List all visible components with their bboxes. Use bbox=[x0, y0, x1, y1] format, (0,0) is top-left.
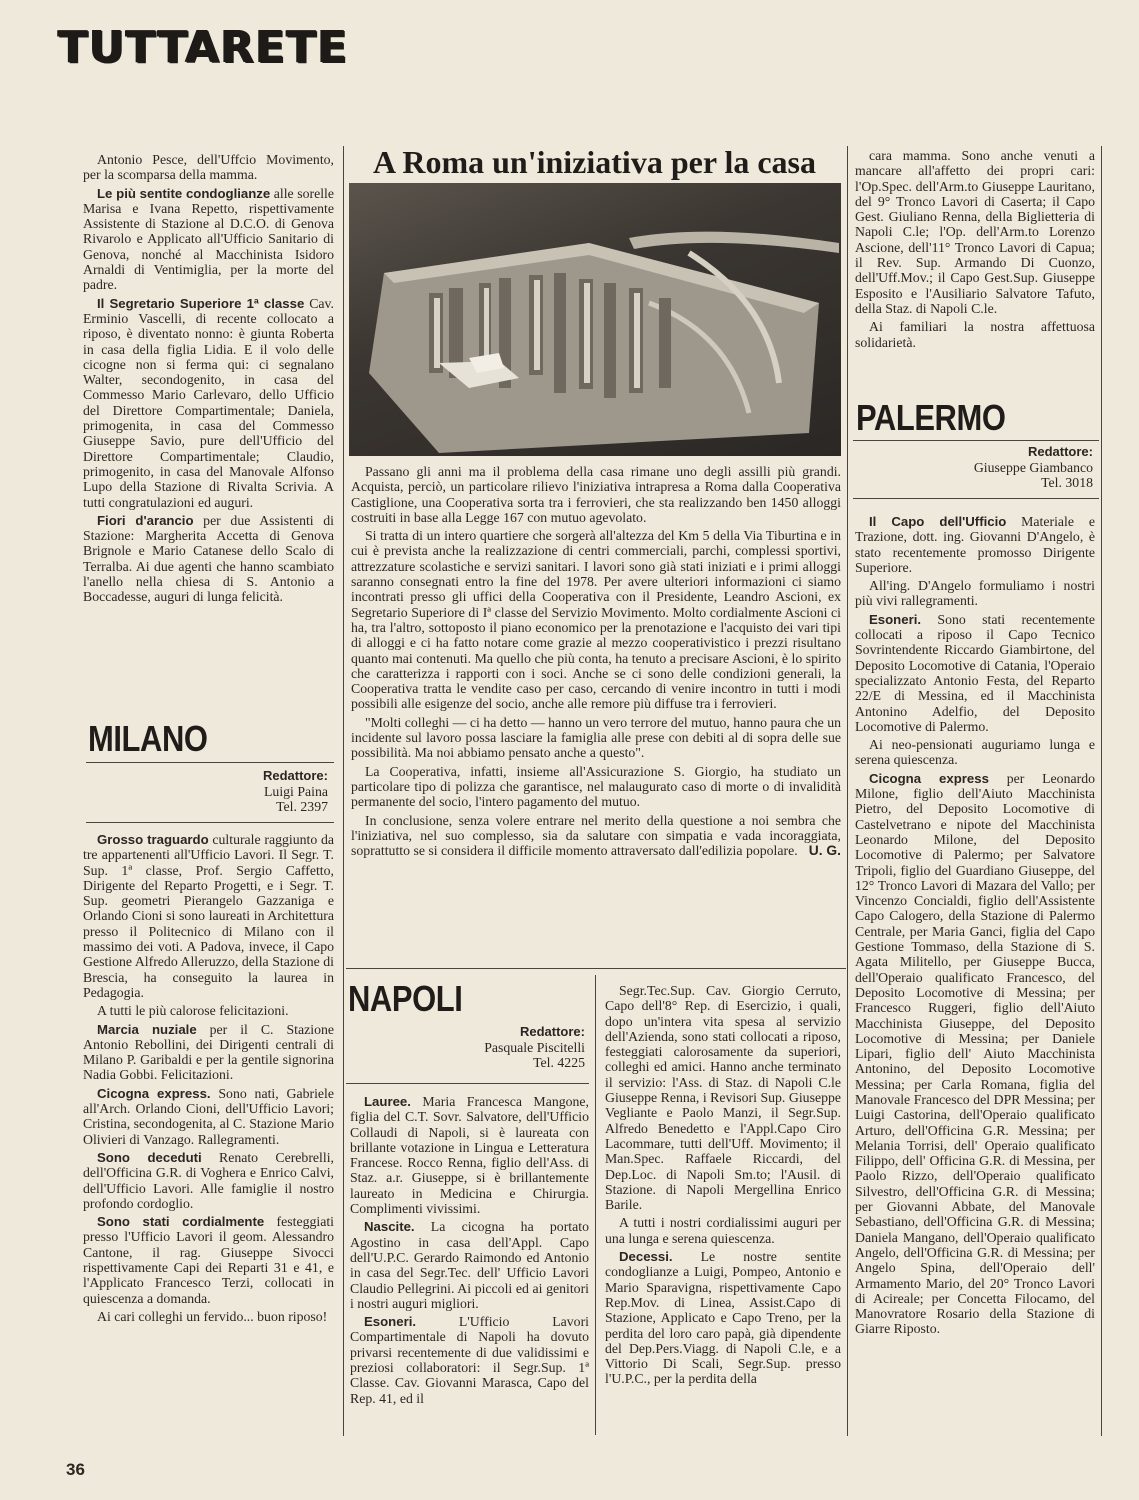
paragraph-text: Segr.Tec.Sup. Cav. Giorgio Cerruto, Capo dell'8° Rep. di Esercizio, i quali, dopo un'intera vita spesa al servizio dell'Azienda, sono stati collocati a riposo, festeggiati calorosamente da superiori, colleghi ed amici. Hanno anche terminato il servizio: l'Ass. di Staz. di Napoli C.le Giuseppe Renna, i Revisori Sup. Giuseppe Vegliante e Paolo Manzi, il Segr.Sup. Alfredo Benedetto e l'Appl.Capo Ciro Lacommare, tutti dell'Uff. Movimento; il Man.Spec. Raffaele Riccardi, del Dep.Loc. di Napoli Sm.to; l'Ausil. di Stazione. di Napoli Mergellina Enrico Barile. bbox=[605, 983, 841, 1213]
palermo-text bbox=[855, 514, 1095, 1337]
paragraph-text: per il C. Stazione Antonio Rebollini, dei Dirigenti centrali di Milano P. Garibaldi e per la gentile signorina Nadia Gobbi. Felicitazioni. bbox=[83, 1021, 334, 1083]
napoli-right-paragraphs bbox=[605, 983, 841, 1387]
milano-paragraphs bbox=[83, 832, 334, 1324]
column-rule bbox=[343, 146, 344, 1436]
paragraph-text: Renato Cerebrelli, dell'Officina G.R. di Voghera e Enrico Calvi, dell'Ufficio Lavori. Alle famiglie il nostro profondo cordoglio. bbox=[83, 1149, 334, 1211]
paragraph bbox=[83, 1003, 334, 1018]
paragraph bbox=[83, 1150, 334, 1211]
paragraph-lead: Il Segretario Superiore 1ª classe bbox=[97, 295, 305, 311]
column-rule bbox=[1101, 146, 1102, 1436]
col4-top-text bbox=[855, 148, 1095, 350]
paragraph-text: Sono nati, Gabriele all'Arch. Orlando Cioni, dell'Ufficio Lavori; Cristina, secondogenita, al C. Stazione Mario Olivieri di Vanzago. Rallegramenti. bbox=[83, 1085, 334, 1147]
milano-text bbox=[83, 832, 334, 1324]
paragraph-lead: Sono stati cordialmente bbox=[97, 1214, 265, 1230]
paragraph bbox=[855, 737, 1095, 768]
napoli-redattore-label: Redattore: bbox=[519, 1024, 585, 1039]
palermo-rule-top bbox=[853, 440, 1099, 441]
napoli-redattore bbox=[420, 1024, 585, 1071]
paragraph-text: A tutti le più calorose felicitazioni. bbox=[97, 1003, 289, 1019]
napoli-rule-bottom bbox=[346, 1083, 589, 1084]
paragraph-text: Sono stati recentemente collocati a riposo il Capo Tecnico Sovrintendente Riccardo Giambirtone, del Deposito Locomotive di Catania, l'Operaio specializzato Antonio Festa, del Reparto 22/E di Messina, ed il Macchinista Antonino Adelfio, del Deposito Locomotive di Palermo. bbox=[855, 611, 1095, 734]
col1-paragraphs bbox=[83, 152, 334, 605]
paragraph-text: Cav. Erminio Vascelli, di recente collocato a riposo, è diventato nonno: è giunta Roberta in casa della figlia Lidia. E il volo delle cicogne non si ferma qui: ci segnalano Walter, secondogenito, in casa del Commesso Mario Carlevaro, dello Ufficio del Direttore Compartimentale; Daniela, primogenita, in casa del Commesso Giuseppe Savio, pure dell'Ufficio del Direttore Compartimentale; Claudio, primogenito, in casa del Manovale Alfonso Lupo della Stazione di Rivalta Scrivia. A tutti congratulazioni ed auguri. bbox=[83, 295, 334, 510]
paragraph-lead: Decessi. bbox=[619, 1249, 673, 1265]
paragraph bbox=[83, 1086, 334, 1147]
palermo-redattore-label: Redattore: bbox=[1027, 444, 1093, 459]
paragraph-text: Materiale e Trazione, dott. ing. Giovanni D'Angelo, è stato recentemente promosso Dirigente Superiore. bbox=[855, 514, 1095, 575]
article-signature: U. G. bbox=[808, 843, 841, 859]
column-rule bbox=[595, 975, 596, 1435]
paragraph bbox=[605, 983, 841, 1212]
paragraph bbox=[83, 186, 334, 293]
paragraph-text: All'ing. D'Angelo formuliamo i nostri più vivi rallegramenti. bbox=[855, 578, 1095, 609]
palermo-redattore-tel: Tel. 3018 bbox=[1041, 475, 1093, 490]
napoli-redattore-name: Pasquale Piscitelli bbox=[484, 1039, 585, 1055]
napoli-right-text bbox=[605, 983, 841, 1387]
paragraph bbox=[350, 1094, 589, 1216]
paragraph-text: per due Assistenti di Stazione: Margherita Accetta di Genova Brignole e Mario Catanese dello Scalo di Terralba. Ai due agenti che hanno scambiato l'anello nella chiesa di S. Antonio a Boccadesse, auguri di lunga felicità. bbox=[83, 512, 334, 605]
paragraph-text: alle sorelle Marisa e Ivana Repetto, rispettivamente Assistente di Stazione al D.C.O. di Genova Rivarolo e Applicato all'Ufficio Sanitario di Genova, nonché al Macchinista Isidoro Arnaldi di Ventimiglia, per la morte del padre. bbox=[83, 185, 335, 293]
milano-redattore-name: Luigi Paina bbox=[264, 783, 328, 799]
paragraph bbox=[855, 148, 1095, 316]
paragraph bbox=[855, 612, 1095, 734]
paragraph-text: culturale raggiunto da tre appartenenti all'Ufficio Lavori. Il Segr. T. Sup. 1ª classe, Prof. Sergio Caffetto, Dirigente del Reparto Progetti, e i Segr. T. Sup. geometri Pierangelo Gazzaniga e Orlando Cioni si sono laureati in Architettura presso il Politecnico di Milano con il massimo dei voti. A Padova, invece, il Capo Gestione Alfredo Alleruzzo, della Stazione di Brescia, ha conseguito la laurea in Pedagogia. bbox=[83, 832, 334, 1000]
paragraph-lead: Grosso traguardo bbox=[97, 832, 209, 847]
paragraph bbox=[855, 578, 1095, 609]
milano-heading: MILANO bbox=[88, 718, 208, 759]
paragraph bbox=[605, 1249, 841, 1387]
paragraph bbox=[83, 832, 334, 1000]
paragraph-text: festeggiati presso l'Ufficio Lavori il geom. Alessandro Cantone, il rag. Giuseppe Sivocci rispettivamente Capi dei Reparti 31 e 41, e l'Applicato Francesco Terzi, collocati in quiescenza a domanda. bbox=[83, 1214, 334, 1306]
paragraph bbox=[83, 152, 334, 183]
paragraph bbox=[83, 1214, 334, 1306]
paragraph bbox=[83, 513, 334, 605]
napoli-heading: NAPOLI bbox=[348, 978, 463, 1019]
napoli-redattore-tel: Tel. 4225 bbox=[533, 1055, 585, 1070]
housing-model-illustration bbox=[349, 183, 841, 456]
paragraph bbox=[855, 319, 1095, 350]
paragraph-text: Ai cari colleghi un fervido... buon riposo! bbox=[97, 1308, 328, 1324]
milano-redattore-label: Redattore: bbox=[262, 768, 328, 783]
paragraph-lead: Esoneri. bbox=[869, 611, 922, 627]
paragraph bbox=[83, 1309, 334, 1324]
paragraph-text: Le nostre sentite condoglianze a Luigi, Pompeo, Antonio e Mario Sparavigna, rispettivamente Capo Rep.Mov. di Linea, Assist.Capo di Stazione, Applicato e Capo Treno, per la perdita del loro caro papà, già dipendente del Dep.Pers.Viagg. di Napoli C.le, e a Vittorio Di Scali, Segr.Sup. presso l'U.P.C., per la perdita della bbox=[605, 1249, 841, 1387]
milano-rule-top bbox=[86, 762, 334, 763]
paragraph-lead: Cicogna express. bbox=[97, 1085, 211, 1101]
paragraph bbox=[350, 1314, 589, 1406]
paragraph-text: La cicogna ha portato Agostino in casa dell'Appl. Capo dell'U.P.C. Gerardo Raimondo ed Antonio in casa del Segr.Tec. dell' Ufficio Lavori Claudio Pellegrini. Ai piccoli ed ai genitori i nostri auguri migliori. bbox=[350, 1219, 589, 1311]
paragraph-text: cara mamma. Sono anche venuti a mancare all'affetto dei propri cari: l'Op.Spec. dell'Arm.to Giuseppe Lauritano, del 9° Tronco Lavori di Caserta; il Capo Gest. Giuliano Renna, della Biglietteria di Napoli C.le; l'Op. dell'Arm.to Lorenzo Ascione, dell'11° Tronco Lavori di Capua; il Rev. Sup. Armando Di Cuonzo, dell'Uff.Mov.; il Capo Gest.Sup. Giuseppe Esposito e l'Ausiliario Salvatore Tafuto, della Staz. di Napoli C.le. bbox=[855, 148, 1095, 316]
column-rule bbox=[847, 146, 848, 1436]
paragraph-lead: Le più sentite condoglianze bbox=[97, 185, 271, 201]
paragraph bbox=[605, 1215, 841, 1246]
paragraph-lead: Cicogna express bbox=[869, 770, 989, 786]
article-title: A Roma un'iniziativa per la casa bbox=[373, 144, 816, 180]
napoli-left-text bbox=[350, 1094, 589, 1406]
palermo-rule-bottom bbox=[853, 498, 1099, 499]
feature-paragraphs bbox=[351, 464, 841, 858]
paragraph-text: Ai neo-pensionati auguriamo lunga e serena quiescenza. bbox=[855, 737, 1095, 768]
paragraph-lead: Il Capo dell'Ufficio bbox=[869, 514, 1007, 529]
housing-model-photo bbox=[349, 183, 841, 456]
paragraph-lead: Lauree. bbox=[364, 1094, 411, 1109]
feature-text bbox=[351, 464, 841, 859]
napoli-rule-top bbox=[346, 968, 846, 969]
paragraph-text: Ai familiari la nostra affettuosa solidarietà. bbox=[855, 319, 1095, 350]
col1-text bbox=[83, 152, 334, 605]
paragraph-lead: Fiori d'arancio bbox=[97, 512, 194, 528]
milano-rule-bottom bbox=[86, 822, 334, 823]
paragraph: Si tratta di un intero quartiere che sorgerà all'altezza del Km 5 della Via Tiburtina e in cui è prevista anche la realizzazione di centri commerciali, parchi, complessi sportivi, attrezzature scolastiche e servizi sanitari. I lavori sono già stati iniziati e i primi alloggi saranno consegnati entro la fine del 1978. Per avere ulteriori informazioni ci siamo incontrati presso gli uffici della Cooperativa con il Presidente, Leandro Ascioni, ex Segretario Superiore di Iª classe del Servizio Movimento. Molto cordialmente Ascioni ci ha, tra l'altro, sottoposto il piano economico per la prenotazione e l'acquisto dei vari tipi di alloggi e ci ha fatto notare come grazie al mezzo cooperativistico i prezzi risultano quanto mai contenuti. Ma quello che più conta, ha tenuto a precisare Ascioni, è lo spirito che caratterizza i rapporti con i soci. Anche se ci sono delle condizioni generali, la Cooperativa tratta le vendite caso per caso, cercando di venire incontro in tutti i modi possibili alle esigenze del socio, anche alle remore più diffuse tra i ferrovieri. bbox=[351, 528, 841, 712]
paragraph bbox=[83, 1022, 334, 1083]
milano-redattore bbox=[180, 768, 328, 815]
paragraph-lead: Sono deceduti bbox=[97, 1149, 202, 1165]
palermo-redattore bbox=[930, 444, 1093, 491]
paragraph-text: L'Ufficio Lavori Compartimentale di Napoli ha dovuto privarsi recentemente di due validissimi e preziosi collaboratori: il Segr.Sup. 1ª Classe. Cav. Giovanni Marasca, Capo del Rep. 41, ed il bbox=[350, 1314, 589, 1406]
paragraph bbox=[855, 514, 1095, 575]
paragraph bbox=[855, 771, 1095, 1337]
paragraph: In conclusione, senza volere entrare nel merito della questione a noi sembra che l'iniziativa, nel suo complesso, sia da salutare con simpatia e vada incoraggiata, soprattutto se si considera il difficile momento attraversato dall'edilizia popolare. bbox=[351, 812, 841, 859]
paragraph: La Cooperativa, infatti, insieme all'Assicurazione S. Giorgio, ha studiato un particolare tipo di polizza che garantisce, nel malaugurato caso di morte o di invalidità permanente del socio, l'intero pagamento del mutuo. bbox=[351, 763, 841, 810]
paragraph bbox=[350, 1219, 589, 1311]
page-number: 36 bbox=[66, 1460, 85, 1479]
palermo-redattore-name: Giuseppe Giambanco bbox=[973, 459, 1093, 475]
milano-redattore-tel: Tel. 2397 bbox=[276, 799, 328, 814]
paragraph: Passano gli anni ma il problema della casa rimane uno degli assilli più grandi. Acquista, perciò, un particolare rilievo l'iniziativa intrapresa a Roma dalla Cooperativa Castiglione, una Cooperativa sorta tra i ferrovieri, che sta realizzando ben 1450 alloggi costruiti in base alla Legge 167 con mutuo agevolato. bbox=[351, 464, 841, 525]
paragraph-text: Antonio Pesce, dell'Uffcio Movimento, per la scomparsa della mamma. bbox=[83, 152, 334, 183]
palermo-paragraphs bbox=[855, 514, 1095, 1337]
palermo-heading: PALERMO bbox=[856, 397, 1006, 438]
col4-top-paragraphs bbox=[855, 148, 1095, 350]
paragraph-lead: Esoneri. bbox=[364, 1314, 417, 1330]
masthead: TUTTARETE bbox=[58, 22, 349, 73]
paragraph-text: Maria Francesca Mangone, figlia del C.T. Sovr. Salvatore, dell'Ufficio Collaudi di Napoli, si è laureata con brillante votazione in Lingua e Letteratura Francese. Rocco Renna, figlio dell'Ass. di Staz. a.r. Giuseppe, si è brillantemente laureato in Medicina e Chirurgia. Complimenti vivissimi. bbox=[350, 1094, 589, 1217]
paragraph bbox=[83, 296, 334, 510]
paragraph: "Molti colleghi — ci ha detto — hanno un vero terrore del mutuo, hanno paura che un incidente sul lavoro possa lasciare la famiglia alle prese con debiti al di sopra delle sue possibilità. Ma noi abbiamo pensato anche a questo". bbox=[351, 714, 841, 761]
paragraph-lead: Nascite. bbox=[364, 1219, 415, 1235]
paragraph-text: per Leonardo Milone, figlio dell'Aiuto Macchinista Pietro, del Deposito Locomotive di Castelvetrano e nipote del Macchinista Leonardo Milone, del Deposito Locomotive di Palermo; per Salvatore Tripoli, figlio del Guardiano Giuseppe, del 12° Tronco Lavori di Mazara del Vallo; per Vincenzo Concialdi, figlio dell'Assistente Capo Calogero, della Stazione di Palermo Centrale, per Maria Ganci, figlia del Capo Gestione Tommaso, della Stazione di S. Agata Militello, per Giuseppe Bucca, dell'Operaio qualificato Francesco, del Deposito Locomotive di Messina; per Francesco Ruggeri, figlio dell'Aiuto Macchinista Giuseppe, del Deposito Locomotive di Messina; per Daniele Lipari, figlio dell' Aiuto Macchinista Antonino, del Deposito Locomotive Messina; per Carla Romana, figlia del Manovale Francesco del DPR Messina; per Luigi Castorina, dell'Operaio qualificato Arturo, dell'Officina G.R. Messina; per Melania Torrisi, dell' Operaio qualificato Filippo, dell' Officina G.R. di Messina, per Paolo Rizzo, dell'Operaio qualificato Silvestro, dell'Officina G.R. di Messina; per Giovanni Abbate, del Manovale Sebastiano, dell'Officina G.R. di Messina; Daniela Mangano, dell'Operaio qualificato Angelo, dell'Officina G.R. di Messina; per Angelo Spina, dell'Operaio dell' Armamento Mario, del 20° Tronco Lavori di Acireale; per Concetta Filocamo, del Manovratore Rosario della Stazione di Giarre Riposto. bbox=[855, 770, 1095, 1337]
paragraph-text: A tutti i nostri cordialissimi auguri per una lunga e serena quiescenza. bbox=[605, 1215, 841, 1246]
napoli-left-paragraphs bbox=[350, 1094, 589, 1406]
paragraph-lead: Marcia nuziale bbox=[97, 1021, 197, 1037]
